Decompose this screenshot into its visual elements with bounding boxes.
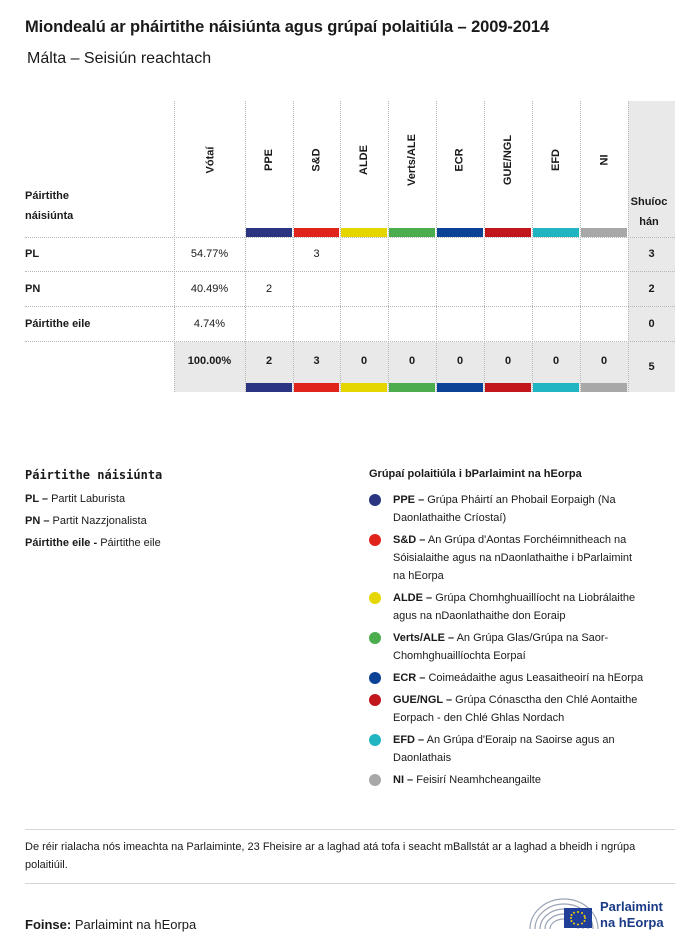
total-column-shade xyxy=(628,101,675,392)
grid-line xyxy=(25,306,675,307)
totals-seats: 5 xyxy=(648,361,655,373)
votes-header-label: Vótaí xyxy=(204,146,216,174)
legend-name: Páirtithe eile xyxy=(100,537,161,549)
row-party-label: Páirtithe eile xyxy=(25,318,91,330)
legend-code: Páirtithe eile - xyxy=(25,537,98,549)
group-legend-text xyxy=(393,691,675,727)
national-legend-item xyxy=(25,537,161,549)
row-party-label: PN xyxy=(25,283,41,295)
group-header-ni xyxy=(574,130,634,190)
grid-line xyxy=(25,237,675,238)
group-legend-title: Grúpaí polaitiúla i bParlaimint na hEorpa xyxy=(369,468,582,480)
legend-line: Grúpa Cónasctha den Chlé Aontaithe xyxy=(455,694,638,706)
group-header-label: EFD xyxy=(550,149,562,171)
legend-code: EFD – xyxy=(393,734,425,746)
totals-cell: 0 xyxy=(552,355,560,367)
group-header-label: GUE/NGL xyxy=(502,134,514,186)
legend-line: Daonlathaithe Críostaí) xyxy=(393,512,507,524)
legend-code: PL – xyxy=(25,493,49,505)
grid-line xyxy=(25,341,675,342)
legend-line: agus na nDaonlathaithe don Eoraip xyxy=(393,610,566,622)
group-color-bar xyxy=(341,228,387,237)
totals-cell: 0 xyxy=(456,355,464,367)
source-value: Parlaimint na hEorpa xyxy=(74,917,197,932)
page-subtitle: Málta – Seisiún reachtach xyxy=(27,50,212,67)
group-legend-text xyxy=(393,731,675,767)
group-color-bar xyxy=(581,228,627,237)
legend-code: PN – xyxy=(25,515,50,527)
legend-name: Partit Laburista xyxy=(51,493,126,505)
group-dot-icon xyxy=(369,494,381,506)
grid-line xyxy=(25,271,675,272)
legend-line: An Grúpa d'Eoraip na Saoirse agus an xyxy=(426,734,615,746)
group-dot-icon xyxy=(369,734,381,746)
total-header-line: hán xyxy=(639,216,659,228)
legend-line: Daonlathais xyxy=(393,752,452,764)
group-color-bar xyxy=(341,383,387,392)
totals-cell: 0 xyxy=(408,355,416,367)
national-legend-title: Páirtithe náisiúnta xyxy=(25,468,163,482)
totals-votes: 100.00% xyxy=(187,355,232,367)
legend-line: Grúpa Pháirtí an Phobail Eorpaigh (Na xyxy=(427,494,616,506)
legend-line: Sóisialaithe agus na nDaonlathaithe i bParlaimint xyxy=(393,552,633,564)
row-total: 2 xyxy=(648,283,655,295)
page-title: Miondealú ar pháirtithe náisiúnta agus grúpaí polaitiúla – 2009-2014 xyxy=(25,18,550,36)
party-column-header xyxy=(25,186,73,226)
group-dot-icon xyxy=(369,774,381,786)
group-color-bar xyxy=(246,383,292,392)
totals-cell: 0 xyxy=(360,355,368,367)
group-header-label: ECR xyxy=(453,148,466,172)
group-legend-text xyxy=(393,771,675,789)
grid-line xyxy=(174,101,175,392)
group-header-label: NI xyxy=(598,154,610,166)
legend-code: S&D – xyxy=(393,534,426,546)
logo-text xyxy=(600,899,664,931)
legend-code: ALDE – xyxy=(393,592,433,604)
group-color-bar xyxy=(437,383,483,392)
legend-code: GUE/NGL – xyxy=(393,694,453,706)
row-cell: 2 xyxy=(265,283,273,295)
group-header-label: Verts/ALE xyxy=(406,134,418,186)
group-legend-text xyxy=(393,629,675,665)
group-color-bar xyxy=(389,228,435,237)
group-header-label: S&D xyxy=(310,148,323,172)
legend-code: Verts/ALE – xyxy=(393,632,455,644)
logo-line: Parlaimint xyxy=(600,899,663,914)
group-dot-icon xyxy=(369,592,381,604)
legend-line: Eorpach - den Chlé Ghlas Nordach xyxy=(393,712,565,724)
totals-cell: 0 xyxy=(600,355,608,367)
group-color-bar xyxy=(485,383,531,392)
legend-name: Partit Nazzjonalista xyxy=(52,515,147,527)
group-dot-icon xyxy=(369,672,381,684)
group-color-bar xyxy=(581,383,627,392)
party-header-line: náisiúnta xyxy=(25,210,74,222)
legend-line: An Grúpa d'Aontas Forchéimnitheach na xyxy=(427,534,627,546)
group-color-bar xyxy=(437,228,483,237)
legend-line: na hEorpa xyxy=(393,570,444,582)
row-party-label: PL xyxy=(25,248,40,260)
group-header-label: ALDE xyxy=(357,145,370,175)
row-cell: 3 xyxy=(313,248,320,260)
legend-code: PPE – xyxy=(393,494,425,506)
group-dot-icon xyxy=(369,632,381,644)
group-color-bar xyxy=(246,228,292,237)
row-total: 3 xyxy=(648,248,655,260)
legend-code: NI – xyxy=(393,774,414,786)
logo-line: na hEorpa xyxy=(600,915,664,930)
footnote: De réir rialacha nós imeachta na Parlaiminte, 23 Fheisire ar a laghad atá tofa i seacht mBallstát ar a laghad a bheidh i ngrúpa polaitiúil. xyxy=(25,841,636,871)
group-legend-text xyxy=(393,491,675,527)
source-credit xyxy=(25,917,196,932)
legend-code: ECR – xyxy=(393,672,426,684)
row-votes: 40.49% xyxy=(190,283,229,295)
row-votes: 54.77% xyxy=(190,248,229,260)
national-legend-item xyxy=(25,493,125,505)
legend-line: Grúpa Chomhghuaillíocht na Liobrálaithe xyxy=(435,592,636,604)
total-column-header xyxy=(629,192,669,232)
group-header-label: PPE xyxy=(262,148,275,172)
row-votes: 4.74% xyxy=(193,318,226,330)
group-color-bar xyxy=(533,228,579,237)
legend-line: An Grúpa Glas/Grúpa na Saor- xyxy=(456,632,609,644)
divider xyxy=(25,829,675,830)
group-color-bar xyxy=(389,383,435,392)
totals-cell: 2 xyxy=(265,355,273,367)
divider xyxy=(25,883,675,884)
totals-cell: 3 xyxy=(313,355,320,367)
row-total: 0 xyxy=(648,318,655,330)
group-color-bar xyxy=(533,383,579,392)
totals-cell: 0 xyxy=(504,355,512,367)
group-color-bar xyxy=(485,228,531,237)
national-legend-item xyxy=(25,515,147,527)
group-color-bar xyxy=(294,383,339,392)
group-color-bar xyxy=(294,228,339,237)
group-legend-text xyxy=(393,589,675,625)
legend-line: Chomhghuaillíochta Eorpaí xyxy=(393,650,526,662)
group-dot-icon xyxy=(369,694,381,706)
group-dot-icon xyxy=(369,534,381,546)
group-legend-text xyxy=(393,531,675,585)
group-legend-text xyxy=(393,669,675,687)
legend-line: Coimeádaithe agus Leasaitheoirí na hEorpa xyxy=(428,672,644,684)
party-header-line: Páirtithe xyxy=(25,190,70,202)
votes-column-header xyxy=(180,130,240,190)
total-header-line: Shuíoc xyxy=(630,196,668,208)
source-label: Foinse: xyxy=(25,917,72,932)
legend-line: Feisirí Neamhcheangailte xyxy=(416,774,541,786)
